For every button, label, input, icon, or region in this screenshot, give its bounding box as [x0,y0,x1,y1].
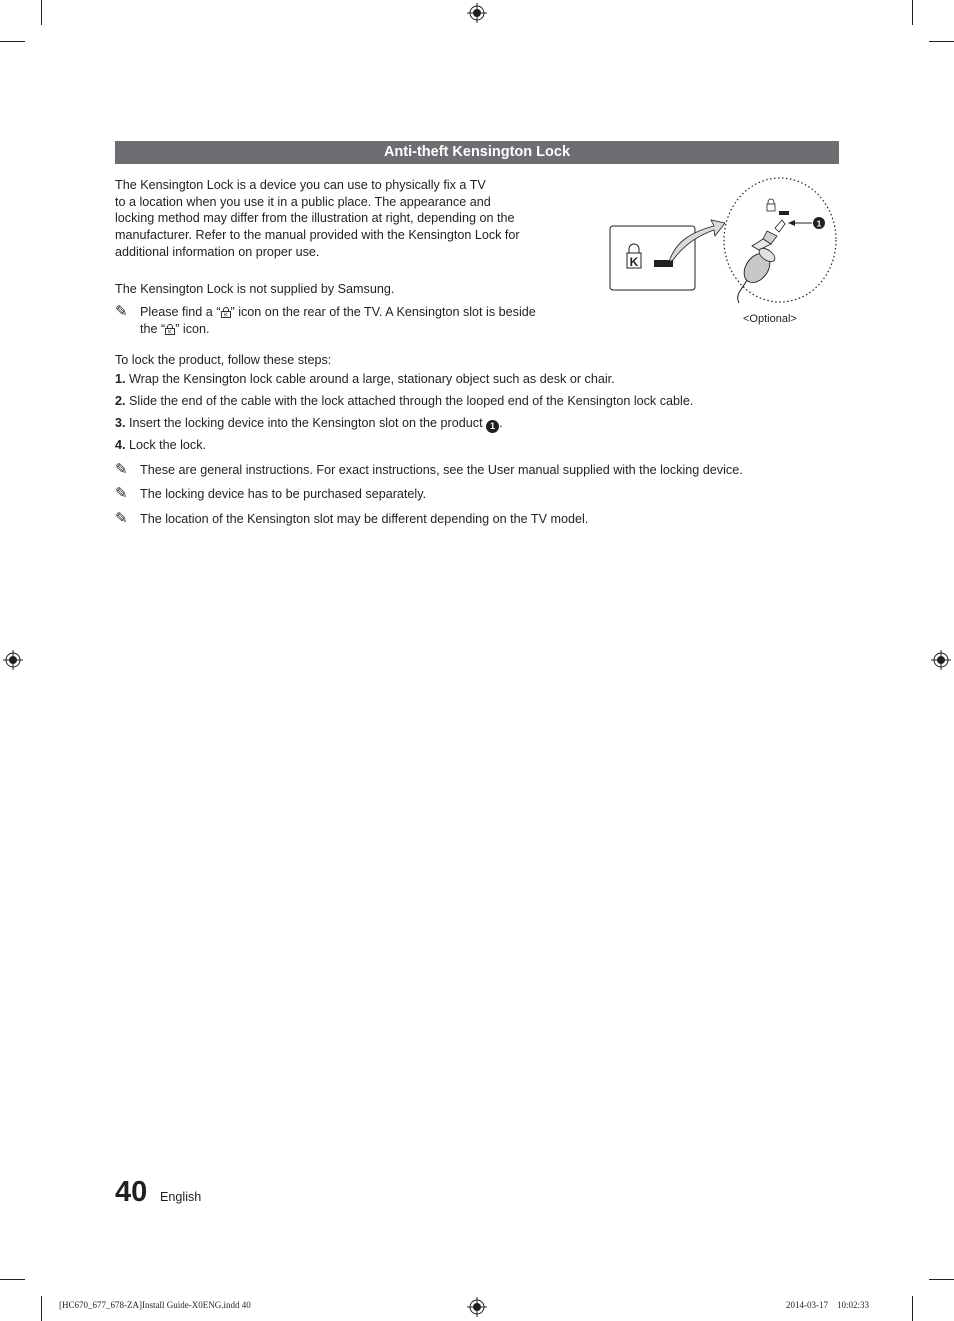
step-1: 1. Wrap the Kensington lock cable around a large, stationary object such as desk or chair. [115,372,615,386]
intro-line: to a location when you use it in a public place. The appearance and [115,194,491,209]
svg-text:K: K [168,329,173,335]
pencil-note-icon: ✎ [115,461,128,478]
kensington-lock-icon [165,324,175,335]
note-general: ✎ These are general instructions. For exact instructions, see the User manual supplied with the locking device. [115,461,743,478]
footer-file-info: [HC670_677_678-ZA]Install Guide-X0ENG.indd 40 [59,1300,251,1310]
illustration-caption: <Optional> [743,313,797,325]
crop-mark [929,1279,954,1280]
steps-intro: To lock the product, follow these steps: [115,353,332,367]
intro-paragraph [115,177,547,261]
step-4: 4. Lock the lock. [115,438,207,452]
pencil-note-icon: ✎ [115,510,128,527]
crop-mark [929,41,954,42]
pencil-note-icon: ✎ [115,485,128,502]
footer-timestamp: 2014-03-17 10:02:33 [786,1300,869,1310]
k-label: K [629,255,639,269]
crop-mark [41,0,42,25]
registration-mark-icon [3,650,23,670]
crop-mark [912,1296,913,1321]
registration-mark-icon [931,650,951,670]
intro-line: The Kensington Lock is a device you can use to physically fix a TV [115,178,486,192]
kensington-illustration [607,176,842,308]
step-3: 3. Insert the locking device into the Kensington slot on the product 1 . [115,416,503,431]
kensington-lock-icon [221,307,231,318]
callout-number-icon: 1 [486,420,499,433]
not-supplied-text: The Kensington Lock is not supplied by Samsung. [115,282,395,296]
registration-mark-icon [467,3,487,23]
intro-line: additional information on proper use. [115,244,320,259]
pencil-note-icon: ✎ [115,303,128,320]
step-2: 2. Slide the end of the cable with the lock attached through the looped end of the Kensington lock cable. [115,394,694,408]
svg-text:K: K [223,312,228,318]
page-number: 40 [115,1176,148,1208]
intro-line: locking method may differ from the illustration at right, depending on the [115,211,515,226]
crop-mark [41,1296,42,1321]
crop-mark [0,41,25,42]
callout-number: 1 [816,218,822,229]
registration-mark-icon [467,1297,487,1317]
crop-mark [0,1279,25,1280]
note-find-icon [115,304,536,338]
page-language: English [160,1190,202,1204]
crop-mark [912,0,913,25]
note-text: Please find a “ K ” icon on the rear of the TV. A Kensington slot is beside the “ K ” icon. [140,305,536,336]
note-location: ✎ The location of the Kensington slot may be different depending on the TV model. [115,510,589,527]
intro-line: manufacturer. Refer to the manual provided with the Kensington Lock for [115,228,520,243]
section-title: Anti-theft Kensington Lock [115,141,839,164]
note-purchase: ✎ The locking device has to be purchased separately. [115,485,427,502]
